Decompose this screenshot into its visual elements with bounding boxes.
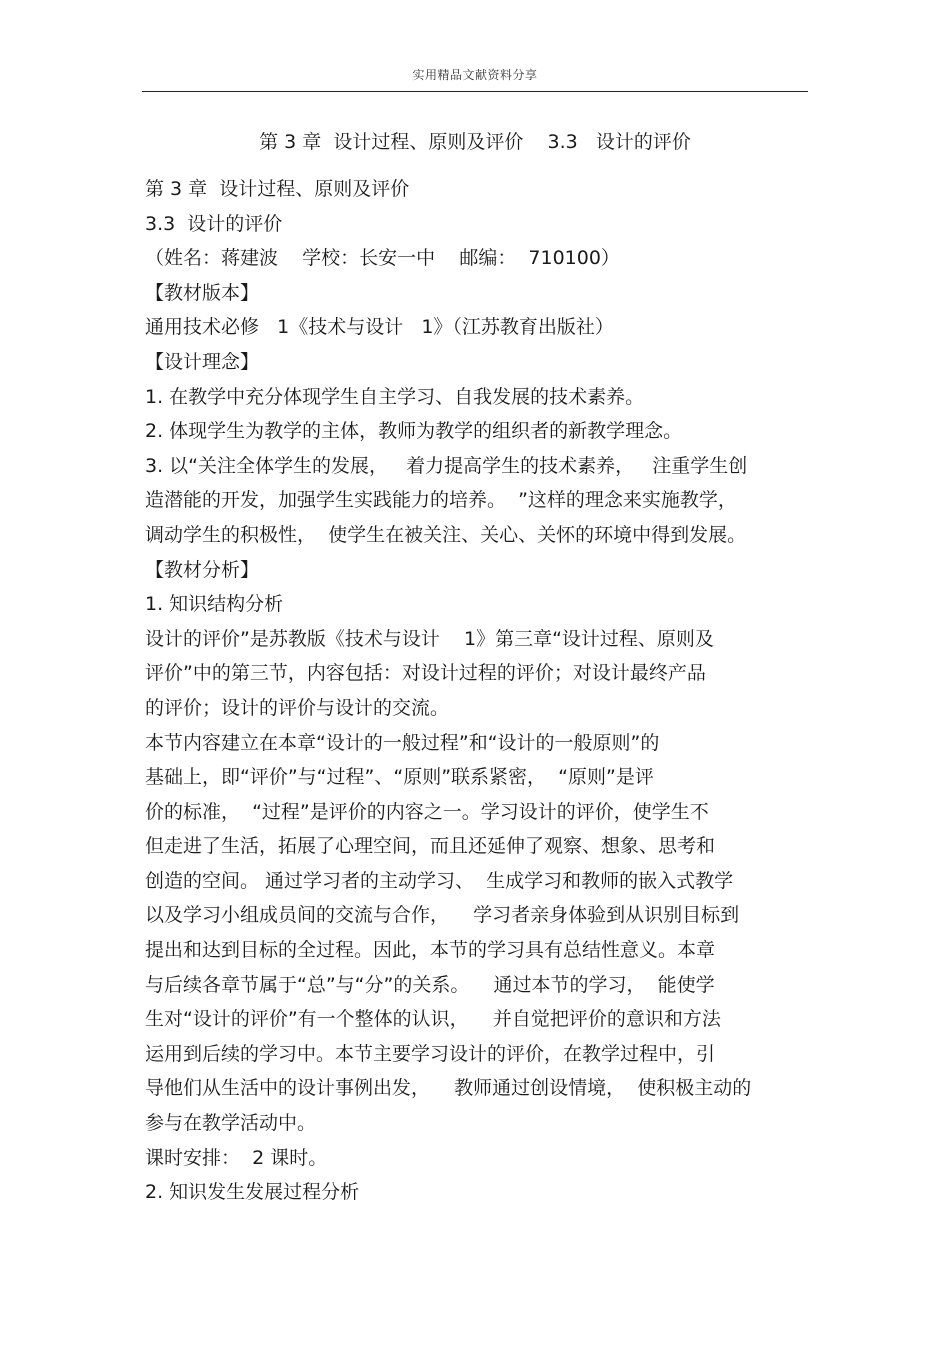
body-line: 的评价；设计的评价与设计的交流。 (145, 696, 450, 719)
header-divider (142, 91, 808, 92)
body-line: 与后续各章节属于“总”与“分”的关系。 通过本节的学习， 能使学 (145, 973, 715, 996)
body-line: 3.3 设计的评价 (145, 212, 283, 235)
body-line: 价的标准， “过程”是评价的内容之一。学习设计的评价，使学生不 (145, 800, 709, 823)
body-line: 基础上，即“评价”与“过程”、“原则”联系紧密， “原则”是评 (145, 766, 654, 789)
body-line: 参与在教学活动中。 (145, 1112, 317, 1135)
body-line: 提出和达到目标的全过程。因此，本节的学习具有总结性意义。本章 (145, 939, 716, 962)
body-line: 生对“设计的评价”有一个整体的认识， 并自觉把评价的意识和方法 (145, 1008, 721, 1031)
body-line: 设计的评价”是苏教版《技术与设计 1》第三章“设计过程、原则及 (145, 627, 714, 650)
body-line: 1. 知识结构分析 (145, 593, 284, 616)
body-line: 运用到后续的学习中。本节主要学习设计的评价，在教学过程中，引 (145, 1042, 716, 1065)
body-line: （姓名：蒋建波 学校：长安一中 邮编： 710100） (145, 247, 620, 270)
body-line: 本节内容建立在本章“设计的一般过程”和“设计的一般原则”的 (145, 731, 660, 754)
body-line: 【教材分析】 (145, 558, 260, 581)
document-body (145, 172, 810, 1210)
body-line: 2. 知识发生发展过程分析 (145, 1181, 360, 1204)
body-line: 造潜能的开发，加强学生实践能力的培养。 ”这样的理念来实施教学， (145, 489, 737, 512)
body-line: 2. 体现学生为教学的主体，教师为教学的组织者的新教学理念。 (145, 420, 683, 443)
body-line: 通用技术必修 1《技术与设计 1》（江苏教育出版社） (145, 316, 614, 339)
body-line: 导他们从生活中的设计事例出发， 教师通过创设情境， 使积极主动的 (145, 1077, 752, 1100)
body-line: 1. 在教学中充分体现学生自主学习、自我发展的技术素养。 (145, 385, 645, 408)
page-header: 实用精品文献资料分享 (412, 68, 538, 82)
body-line: 创造的空间。 通过学习者的主动学习、 生成学习和教师的嵌入式教学 (145, 869, 734, 892)
body-line: 【设计理念】 (145, 350, 260, 373)
body-line: 课时安排： 2 课时。 (145, 1146, 328, 1169)
body-line: 评价”中的第三节，内容包括：对设计过程的评价；对设计最终产品 (145, 662, 706, 685)
body-line: 但走进了生活，拓展了心理空间，而且还延伸了观察、想象、思考和 (145, 835, 716, 858)
document-title: 第 3 章 设计过程、原则及评价 3.3 设计的评价 (259, 131, 691, 153)
body-line: 以及学习小组成员间的交流与合作， 学习者亲身体验到从识别目标到 (145, 904, 740, 927)
body-line: 【教材版本】 (145, 281, 260, 304)
body-line: 第 3 章 设计过程、原则及评价 (145, 178, 410, 200)
body-line: 调动学生的积极性， 使学生在被关注、关心、关怀的环境中得到发展。 (145, 523, 747, 546)
body-line: 3. 以“关注全体学生的发展， 着力提高学生的技术素养， 注重学生创 (145, 454, 748, 477)
